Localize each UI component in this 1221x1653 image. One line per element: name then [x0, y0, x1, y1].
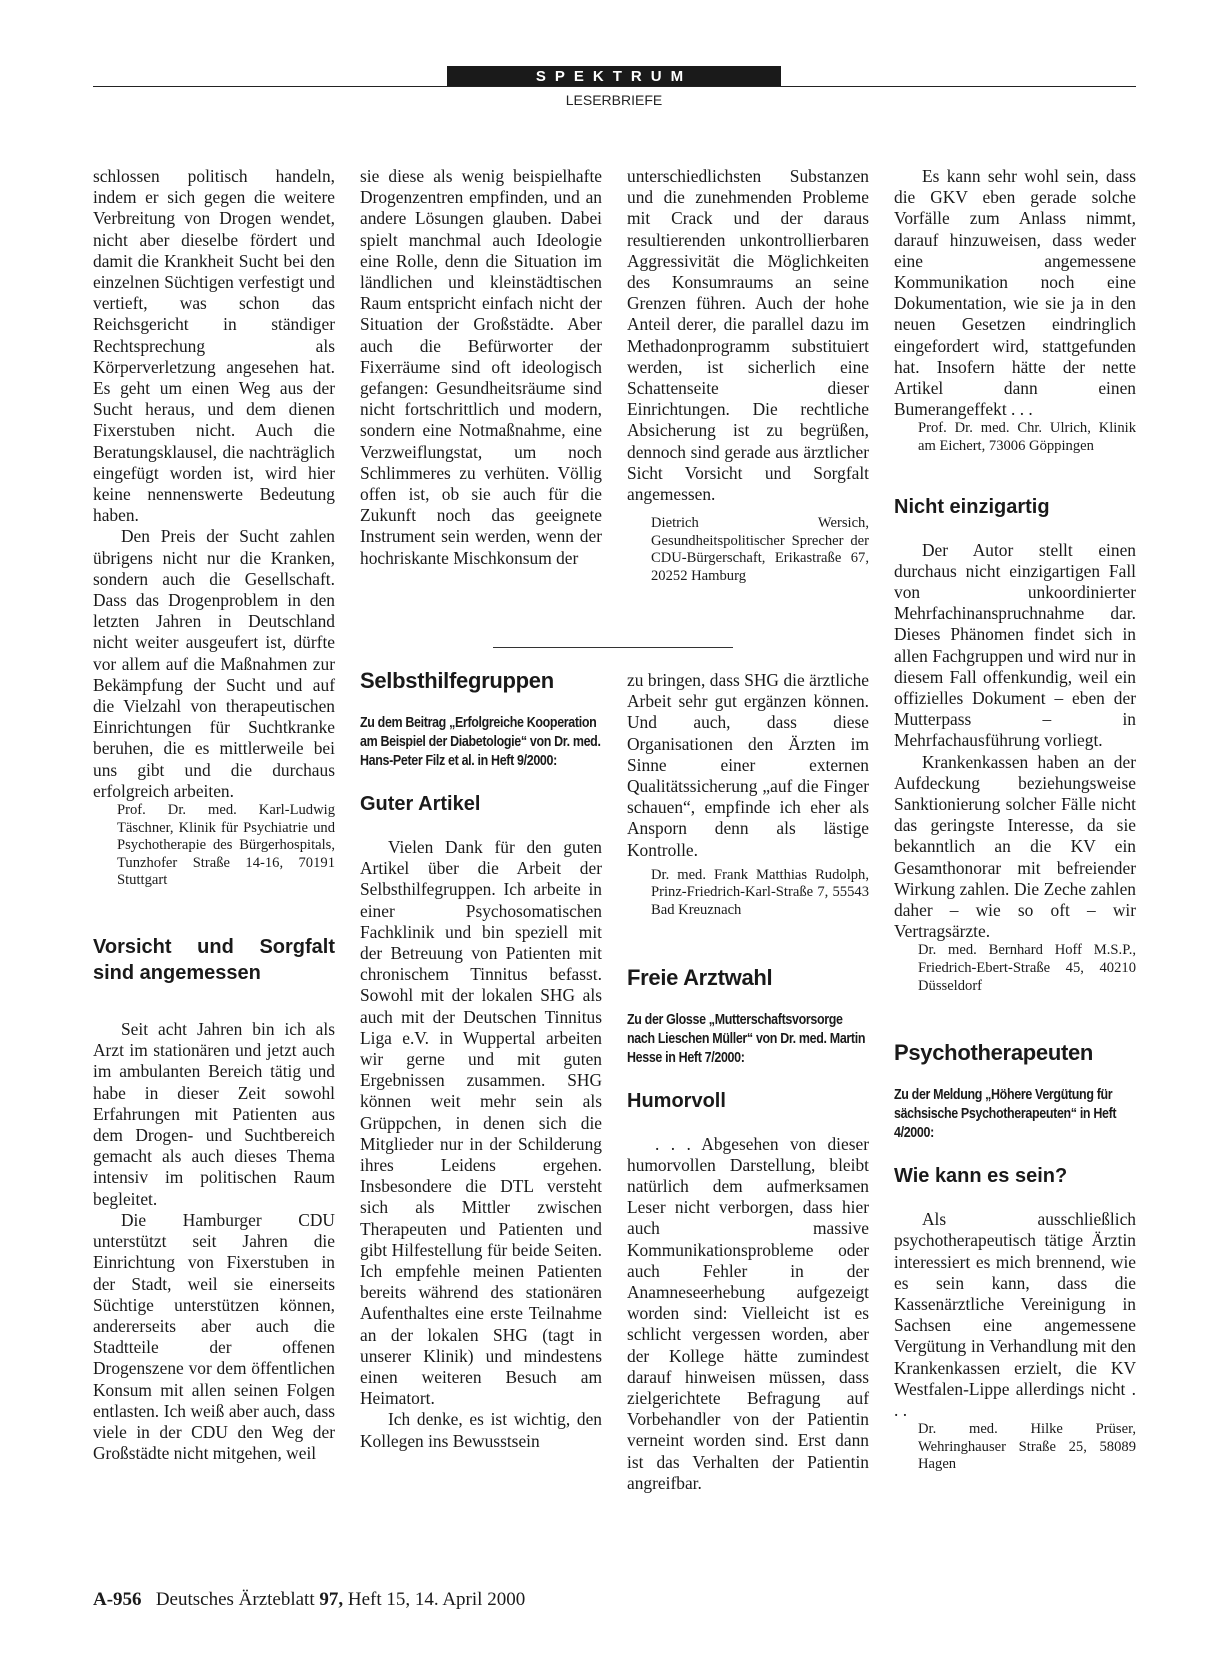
column-2-lower — [360, 667, 602, 1452]
paragraph: Als ausschließlich psychotherapeutisch tätige Ärztin interessiert es mich brennend, wie es sein kann, dass die Kassenärztliche Vereinigung in Sachsen eine angemessene Vergütung in Verhandlung mit den Krankenkassen erzielt, die KV Westfalen-Lippe allerdings nicht . . . — [894, 1209, 1136, 1421]
section-label: SPEKTRUM — [447, 66, 781, 87]
paragraph: Ich denke, es ist wichtig, den Kollegen ins Bewusstsein — [360, 1409, 602, 1451]
paragraph: zu bringen, dass SHG die ärztliche Arbeit sehr gut ergänzen können. Und auch, dass diese Organisationen den Ärzten im Sinne einer externen Qualitätssicherung „auf die Finger schauen“, empfinde ich eher als Ansporn denn als lästige Kontrolle. — [627, 670, 869, 860]
journal-volume: 97, — [319, 1589, 344, 1610]
article-heading: Selbsthilfegruppen — [360, 668, 554, 693]
article-subheading: Wie kann es sein? — [894, 1165, 1068, 1188]
page-number: A-956 — [93, 1589, 142, 1610]
column-3 — [627, 166, 869, 586]
paragraph: Seit acht Jahren bin ich als Arzt im stationären und jetzt auch im ambulanten Bereich tätig und habe in dieser Zeit sowohl Erfahrungen mit Patienten aus dem Drogen- und Suchtbereich gemacht als auch dieses Thema intensiv im politischen Raum begleitet. — [93, 1019, 335, 1209]
signature: Dietrich Wersich, Gesundheitspolitischer Sprecher der CDU-Bürgerschaft, Erikastraße 67, 20252 Hamburg — [651, 515, 869, 585]
paragraph: Die Hamburger CDU unterstützt seit Jahren die Einrichtung von Fixerstuben in der Stadt, weil sie einerseits Süchtige unterstützen können, andererseits aber auch die Stadtteile der offenen Drogenszene vor dem öffentlichen Konsum mit allen seinen Folgen entlasten. Ich weiß aber auch, dass viele in der CDU den Weg der Großstädte nicht mitgehen, weil — [93, 1209, 335, 1464]
article-intro: Zu dem Beitrag „Erfolgreiche Kooperation am Beispiel der Diabetologie“ von Dr. med. Hans-Peter Filz et al. in Heft 9/2000: — [360, 715, 601, 769]
header-rule — [93, 86, 1136, 87]
paragraph: unterschiedlichsten Substanzen und die zunehmenden Probleme mit Crack und der daraus resultierenden unkontrollierbaren Aggressivität die Möglichkeiten des Konsumraums an seine Grenzen führen. Auch der hohe Anteil derer, die parallel dazu im Methadonprogramm substituiert werden, ist sicherlich eine Schattenseite dieser Einrichtungen. Die rechtliche Absicherung ist zu begrüßen, dennoch sind gerade aus ärztlicher Sicht Vorsicht und Sorgfalt angemessen. — [627, 166, 869, 505]
signature: Dr. med. Frank Matthias Rudolph, Prinz-Friedrich-Karl-Straße 7, 55543 Bad Kreuznach — [651, 866, 869, 919]
page-footer — [93, 1589, 525, 1611]
paragraph: Den Preis der Sucht zahlen übrigens nicht nur die Kranken, sondern auch die Gesellschaft. Dass das Drogenproblem in den letzten Jahren in Deutschland nicht weiter ausgeufert ist, dürfte vor allem auf die Maßnahmen zur Bekämpfung der Sucht und auf die Vielzahl von therapeutischen Einrichtungen für Suchtkranke beruhen, die es mittlerweile bei uns gibt und die durchaus erfolgreich arbeiten. — [93, 526, 335, 801]
paragraph: Es kann sehr wohl sein, dass die GKV eben gerade solche Vorfälle zum Anlass nimmt, darauf hinzuweisen, dass weder eine angemessene Kommunikation noch eine Dokumentation, wie sie ja in den neuen Gesetzen eindringlich eingefordert wird, stattgefunden hat. Insofern hätte der nette Artikel dann einen Bumerangeffekt . . . — [894, 166, 1136, 420]
article-heading: Psychotherapeuten — [894, 1040, 1094, 1066]
journal-issue: Heft 15, 14. April 2000 — [347, 1589, 526, 1610]
article-heading: Freie Arztwahl — [627, 964, 773, 990]
column-4 — [894, 166, 1136, 1474]
article-subheading: Vorsicht und Sorgfalt sind angemessen — [93, 936, 335, 985]
article-intro: Zu der Glosse „Mutterschaftsvorsorge nach Lieschen Müller“ von Dr. med. Martin Hesse in Heft 7/2000: — [627, 1011, 866, 1066]
signature: Dr. med. Hilke Prüser, Wehringhauser Straße 25, 58089 Hagen — [918, 1421, 1136, 1473]
subsection-label: LESERBRIEFE — [565, 92, 663, 108]
signature: Dr. med. Bernhard Hoff M.S.P., Friedrich-Ebert-Straße 45, 40210 Düsseldorf — [918, 942, 1136, 994]
signature: Prof. Dr. med. Chr. Ulrich, Klinik am Eichert, 73006 Göppingen — [918, 420, 1136, 455]
paragraph: schlossen politisch handeln, indem er sich gegen die weitere Verbreitung von Drogen wendet, nicht aber dieselbe fördert und damit die Krankheit Sucht bei den einzelnen Süchtigen verfestigt und vertieft, was schon das Reichsgericht in ständiger Rechtsprechung als Körperverletzung angesehen hat. Es geht um einen Weg aus der Sucht heraus, und dem dienen Fixerstuben nicht. Auch die Beratungsklausel, die nachträglich eingefügt worden ist, wird hier keine nennenswerte Bedeutung haben. — [93, 166, 335, 526]
article-intro: Zu der Meldung „Höhere Vergütung für sächsische Psychotherapeuten“ in Heft 4/2000: — [894, 1087, 1117, 1142]
paragraph: Krankenkassen haben an der Aufdeckung beziehungsweise Sanktionierung solcher Fälle nicht das geringste Interesse, da sie bekanntlich an die KV ein Gesamthonorar mit befreiender Wirkung zahlen. Die Zeche zahlen daher – wie so oft – wir Vertragsärzte. — [894, 751, 1136, 942]
paragraph: Der Autor stellt einen durchaus nicht einzigartigen Fall von unkoordinierter Mehrfachinanspruchnahme dar. Dieses Phänomen findet sich in allen Fachgruppen und wird nur in diesem Fall offenkundig, weil ein offizielles Dokument – eben der Mutterpass – in Mehrfachausführung vorliegt. — [894, 539, 1136, 751]
section-divider — [493, 647, 733, 648]
paragraph: . . . Abgesehen von dieser humorvollen Darstellung, bleibt natürlich dem aufmerksamen Leser nicht verborgen, dass hier auch massive Kommunikationsprobleme oder auch Fehler in der Anamneseerhebung aufgezeigt worden sind: Vielleicht ist es schlicht vergessen worden, aber der Kollege hätte zumindest darauf hinweisen müssen, dass zielgerichtete Befragung auf Vorbehandler von der Patientin verneint worden sind. Erst dann ist das Verhalten der Patientin angreifbar. — [627, 1133, 869, 1493]
journal-name: Deutsches Ärzteblatt — [155, 1589, 315, 1610]
signature: Prof. Dr. med. Karl-Ludwig Täschner, Klinik für Psychiatrie und Psychotherapie des Bürgerhospitals, Tunzhofer Straße 14-16, 70191 Stuttgart — [117, 802, 335, 889]
column-1 — [93, 166, 335, 1464]
column-2 — [360, 166, 602, 569]
article-subheading: Nicht einzigartig — [894, 495, 1050, 518]
paragraph: Vielen Dank für den guten Artikel über die Arbeit der Selbsthilfegruppen. Ich arbeite in einer Psychosomatischen Fachklinik und bin speziell mit der Betreuung von Patienten mit chronischem Tinnitus befasst. Sowohl mit der lokalen SHG als auch mit der Deutschen Tinnitus Liga e.V. in Wuppertal arbeiten wir gerne und mit guten Ergebnissen zusammen. SHG können weit mehr sein als Grüppchen, in denen sich die Mitglieder nur in der Schilderung ihres Leidens ergehen. Insbesondere die DTL versteht sich als Mittler zwischen Therapeuten und Patienten und gibt Hilfestellung für beide Seiten. Ich empfehle meinen Patienten bereits während des stationären Aufenthaltes eine erste Teilnahme an der lokalen SHG (tagt in unserer Klinik) und mindestens einen weiteren Besuch am Heimatort. — [360, 837, 602, 1409]
column-3-lower — [627, 670, 869, 1494]
article-subheading: Humorvoll — [627, 1089, 726, 1112]
article-subheading: Guter Artikel — [360, 793, 481, 815]
paragraph: sie diese als wenig beispielhafte Drogenzentren empfinden, und an andere Lösungen glauben. Dabei spielt manchmal auch Ideologie eine Rolle, denn die Situation im ländlichen und kleinstädtischen Raum entspricht einfach nicht der Situation der Großstädte. Aber auch die Befürworter der Fixerräume sind oft ideologisch gefangen: Gesundheitsräume sind nicht fortschrittlich und modern, sondern eine Notmaßnahme, eine Verzweiflungstat, um noch Schlimmeres zu verhüten. Völlig offen ist, ob sie auch für die Zukunft noch das geeignete Instrument sein werden, wenn der hochriskante Mischkonsum der — [360, 166, 602, 568]
